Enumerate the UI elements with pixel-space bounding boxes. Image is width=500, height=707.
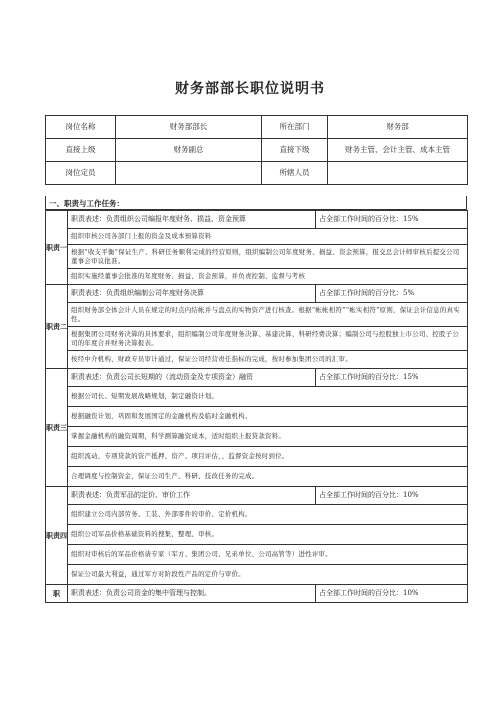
task-item: 组织流动、专项贷款的资产抵押、资产、项目评估，、监督资金按时到位。 (68, 447, 468, 467)
task-item: 根据“收支平衡”保证生产、科研任务顺利完成的经营原则，组织编制公司年度财务、损益、资金预算，报交总会计师审核后提交公司董事会审议批准。 (68, 245, 468, 269)
duty-description: 职责表述：负责组织公司编报年度财务、损益、资金预算 (68, 211, 316, 229)
info-key: 岗位定员 (46, 162, 116, 185)
job-info-table (45, 115, 468, 185)
task-item: 组织实施经董事会批准的年度财务、损益、资金预算，并负责控制、监督与考核 (68, 269, 468, 285)
info-value: 财务主管、会计主管、成本主管 (328, 139, 468, 162)
task-item: 组织建立公司内部劳务、工装、外部零件的审价、定价机构。 (68, 505, 468, 525)
duty-description: 职责表述：负责军品的定价、审价工作 (68, 487, 316, 505)
task-item: 组织审核公司各部门上报的资金及成本预算资料 (68, 229, 468, 245)
task-item: 组织财务部全体会计人员在规定的时点内结帐并与盘点的实物资产进行核查。根据“帐帐相符”“帐实相符”原则，保证会计信息的真实性。 (68, 303, 468, 327)
info-key: 岗位名称 (46, 116, 116, 139)
info-value (328, 162, 468, 185)
duty-percentage: 占全部工作时间的百分比：10% (316, 585, 468, 603)
info-key: 直接上级 (46, 139, 116, 162)
task-item: 根据集团公司财务决算的具体要求，组织编制公司年度财务决算、基建决算、科研经费决算；编制公司与控股独上市公司、控股子公司的年度合并财务决算报表。 (68, 327, 468, 351)
task-item: 组织公司军品价格基础资料的搜集、整理、审核。 (68, 525, 468, 545)
duty-label: 职责一 (46, 211, 68, 285)
duty-label: 职责二 (46, 285, 68, 369)
section-heading: 一、职责与工作任务： (45, 196, 467, 210)
duties-table (45, 210, 468, 603)
info-value: 财务部 (328, 116, 468, 139)
task-item: 合理调度与控制资金，保证公司生产、科研、技改任务的完成。 (68, 467, 468, 487)
duty-description: 职责表述：负责公司资金的集中管理与控制。 (68, 585, 316, 603)
page-title: 财务部部长职位说明书 (175, 81, 325, 97)
duty-percentage: 占全部工作时间的百分比：15% (316, 369, 468, 387)
duty-label: 职 (46, 585, 68, 603)
info-key: 所在部门 (262, 116, 328, 139)
task-item: 根据公司长、短期发展战略规划，制定融资计划。 (68, 387, 468, 407)
duty-description: 职责表述：负责公司长短期的（流动资金及专项资金）融资 (68, 369, 316, 387)
task-item: 保证公司最大利益，通过军方对阶段性产品的定价与审价。 (68, 565, 468, 585)
duty-percentage: 占全部工作时间的百分比：10% (316, 487, 468, 505)
info-value: 财务副总 (116, 139, 262, 162)
task-item: 组织对审核后的军品价格请专家（军方、集团公司、兄弟单位、公司高管等）进性评审。 (68, 545, 468, 565)
task-item: 根据融资计划，巩固和发展国定的金融机构及临时金融机构。 (68, 407, 468, 427)
duty-label: 职责四 (46, 487, 68, 585)
info-value: 财务部部长 (116, 116, 262, 139)
info-value (116, 162, 262, 185)
duty-label: 职责三 (46, 369, 68, 487)
duty-percentage: 占全部工作时间的百分比：5% (316, 285, 468, 303)
task-item: 掌握金融机构的融资周期，科学测算融资成本，适时组织上报贷款资料。 (68, 427, 468, 447)
task-item: 按经中介机构、财政专员审计通过，保证公司经营责任指标的完成，按时参加集团公司的汇审。 (68, 351, 468, 369)
info-key: 直接下级 (262, 139, 328, 162)
duty-percentage: 占全部工作时间的百分比：15% (316, 211, 468, 229)
info-key: 所辖人员 (262, 162, 328, 185)
duty-description: 职责表述：负责组织编制公司年度财务决算 (68, 285, 316, 303)
